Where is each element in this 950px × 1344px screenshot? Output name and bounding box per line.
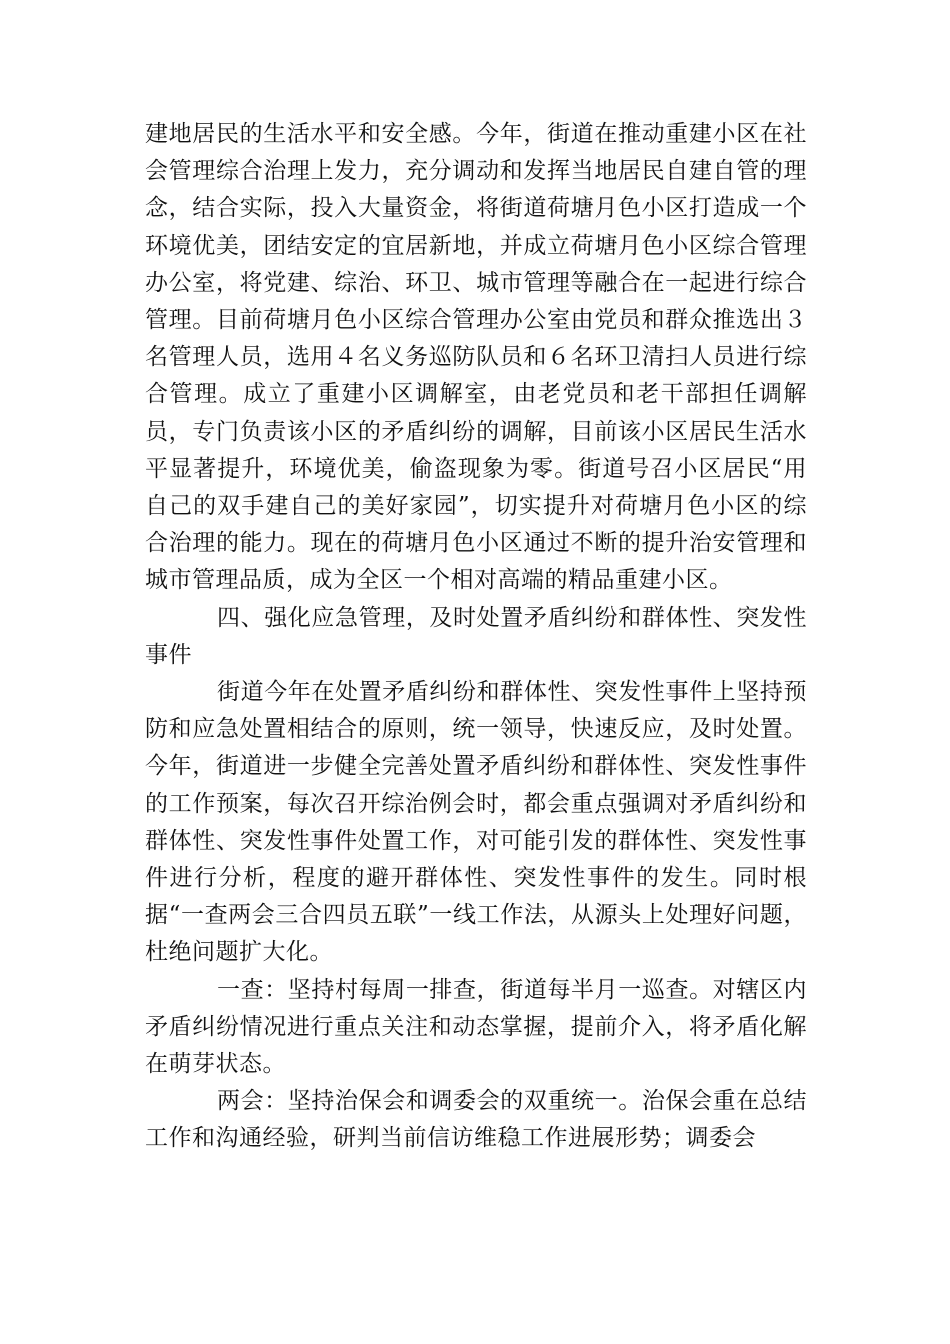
- body-paragraph: 建地居民的生活水平和安全感。今年，街道在推动重建小区在社会管理综合治理上发力，充分调动和发挥当地居民自建自管的理念，结合实际，投入大量资金，将街道荷塘月色小区打造成一个环境优美，团结安定的宜居新地，并成立荷塘月色小区综合管理办公室，将党建、综治、环卫、城市管理等融合在一起进行综合管理。目前荷塘月色小区综合管理办公室由党员和群众推选出３名管理人员，选用４名义务巡防队员和６名环卫清扫人员进行综合管理。成立了重建小区调解室，由老党员和老干部担任调解员，专门负责该小区的矛盾纠纷的调解，目前该小区居民生活水平显著提升，环境优美，偷盗现象为零。街道号召小区居民“用自己的双手建自己的美好家园”，切实提升对荷塘月色小区的综合治理的能力。现在的荷塘月色小区通过不断的提升治安管理和城市管理品质，成为全区一个相对高端的精品重建小区。: [145, 121, 807, 594]
- body-paragraph: 一查：坚持村每周一排查，街道每半月一巡查。对辖区内矛盾纠纷情况进行重点关注和动态掌握，提前介入，将矛盾化解在萌芽状态。: [145, 976, 807, 1078]
- section-heading: 四、强化应急管理，及时处置矛盾纠纷和群体性、突发性事件: [145, 604, 807, 668]
- document-body: [145, 116, 807, 1158]
- body-paragraph: 两会：坚持治保会和调委会的双重统一。治保会重在总结工作和沟通经验，研判当前信访维稳工作进展形势；调委会: [145, 1088, 807, 1152]
- body-paragraph: 街道今年在处置矛盾纠纷和群体性、突发性事件上坚持预防和应急处置相结合的原则，统一领导，快速反应，及时处置。今年，街道进一步健全完善处置矛盾纠纷和群体性、突发性事件的工作预案，每次召开综治例会时，都会重点强调对矛盾纠纷和群体性、突发性事件处置工作，对可能引发的群体性、突发性事件进行分析，程度的避开群体性、突发性事件的发生。同时根据“一查两会三合四员五联”一线工作法，从源头上处理好问题，杜绝问题扩大化。: [145, 679, 807, 966]
